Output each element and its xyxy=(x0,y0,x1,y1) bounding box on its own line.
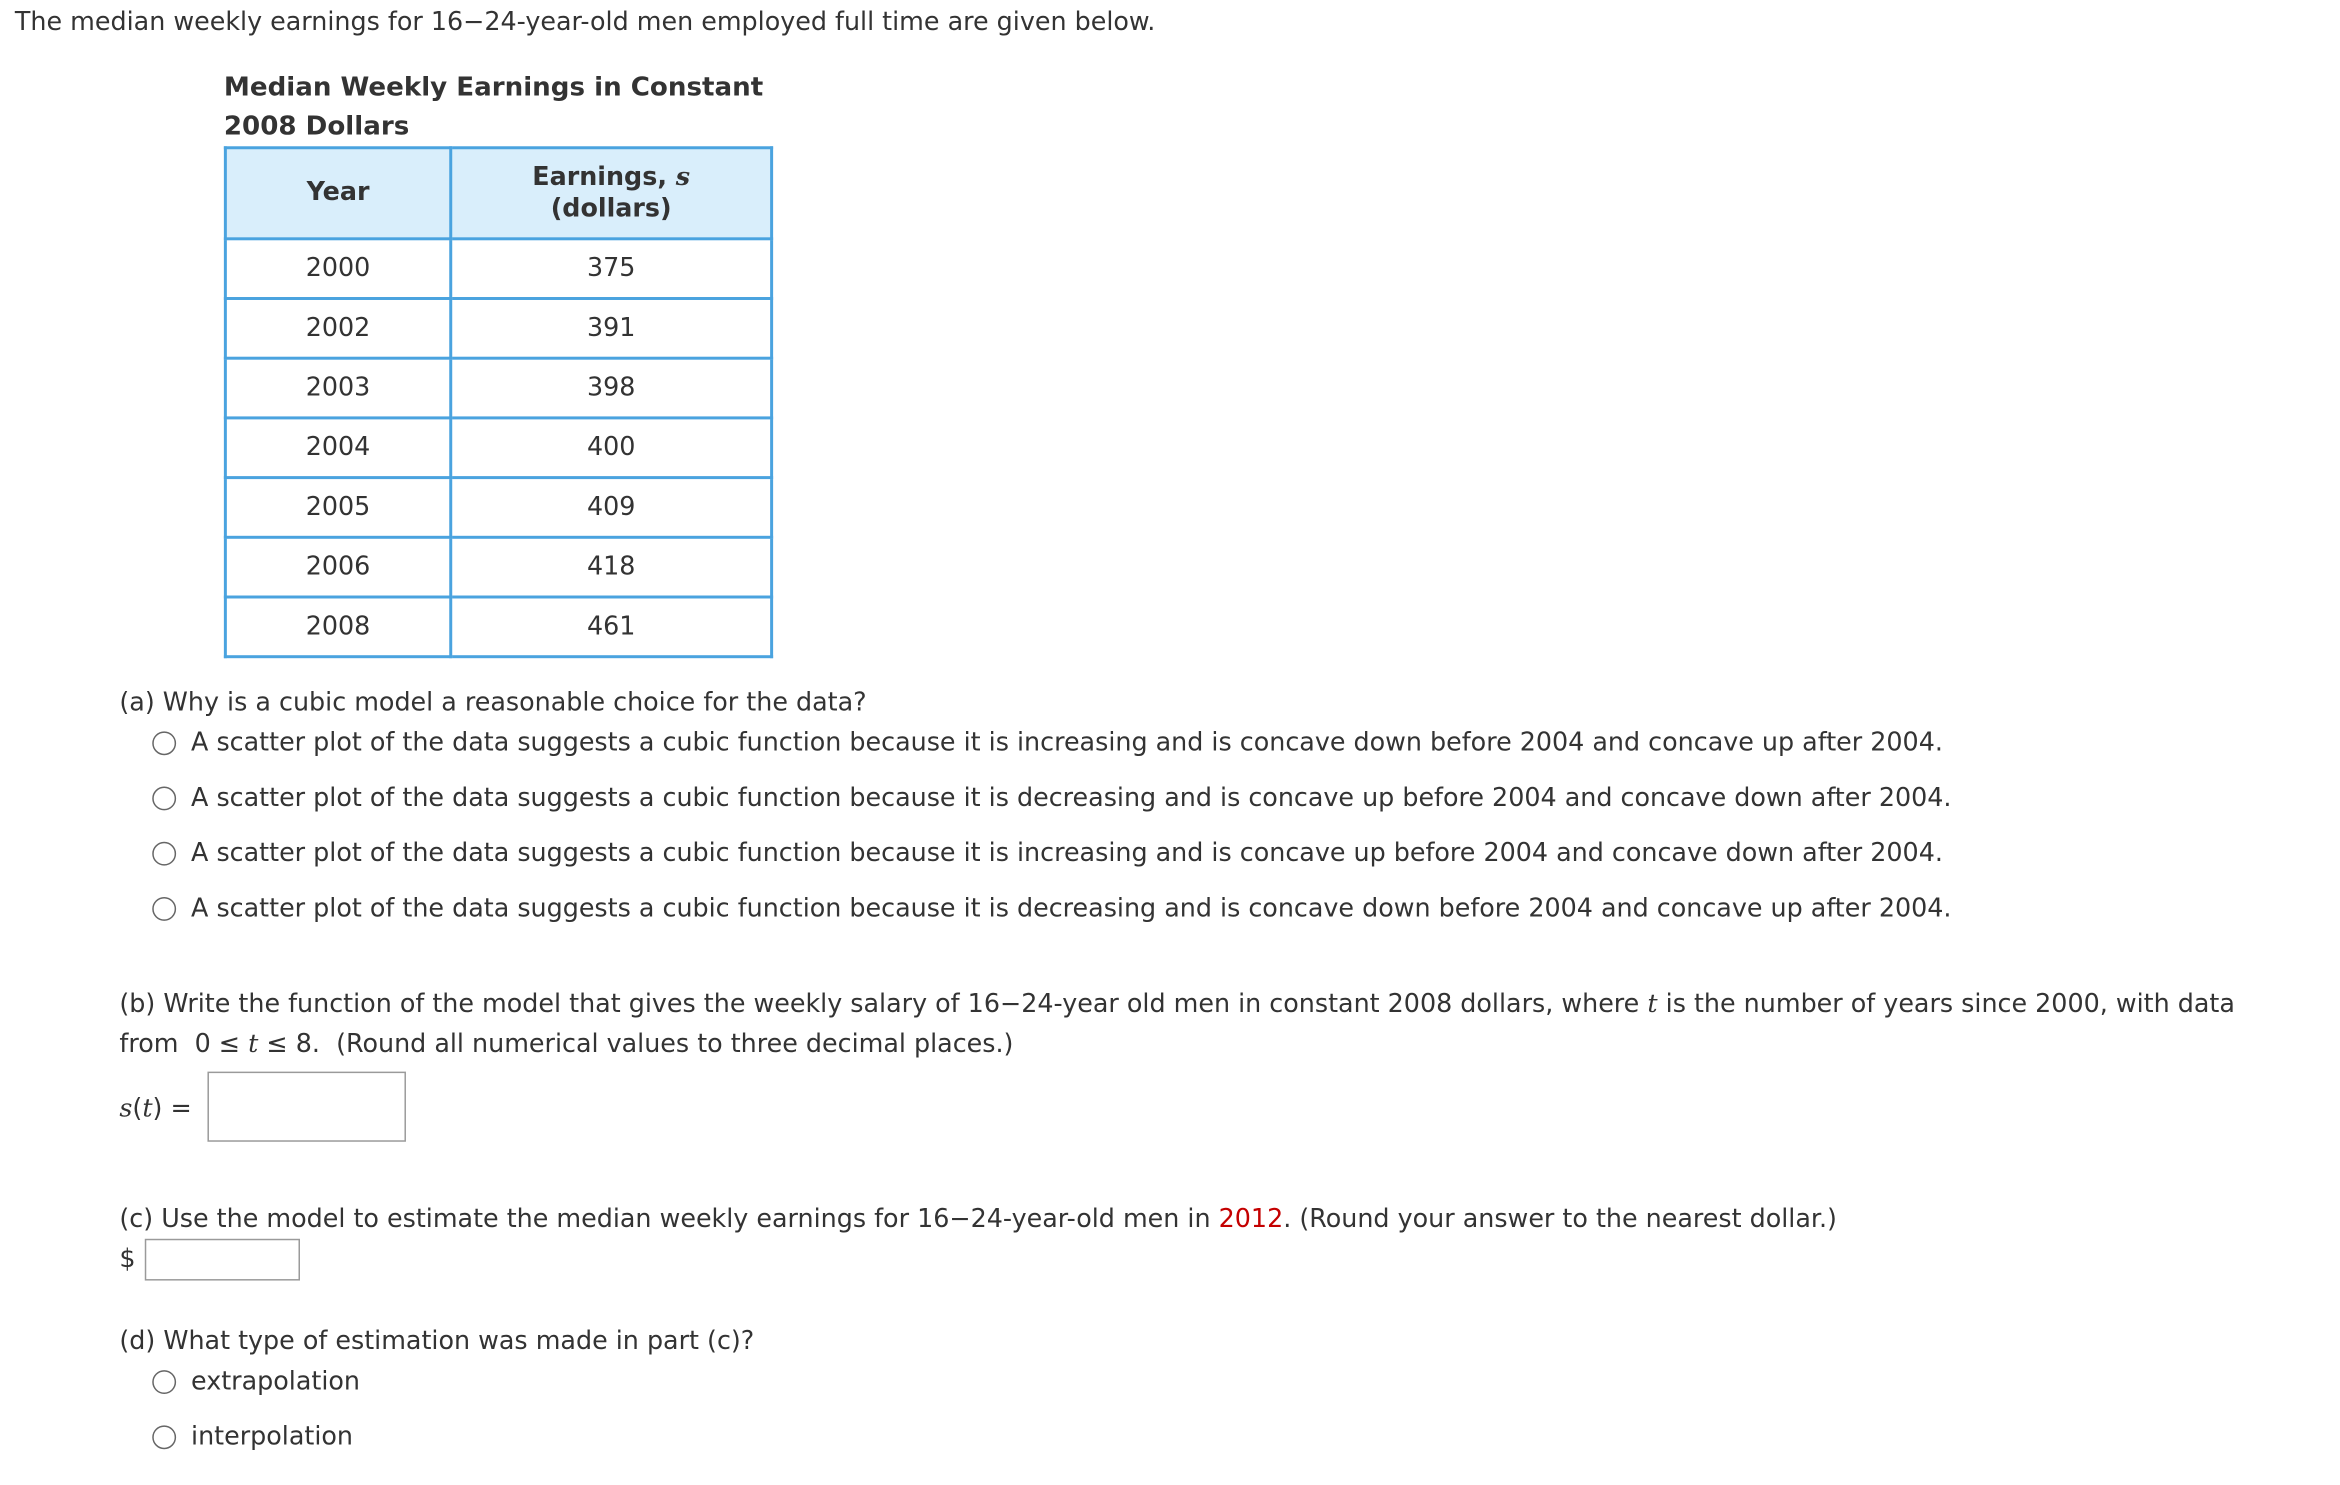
part-a-option-1-label: A scatter plot of the data suggests a cubic function because it is increasing and is concave down before 2004 and concave up after 2004. xyxy=(191,728,1943,759)
radio-button[interactable] xyxy=(152,787,176,811)
cell-year: 2000 xyxy=(225,239,450,299)
part-a-option-2[interactable] xyxy=(152,782,1951,815)
part-d-question: (d) What type of estimation was made in part (c)? xyxy=(119,1326,755,1357)
cell-year: 2004 xyxy=(225,418,450,478)
part-a-option-1[interactable] xyxy=(152,727,1943,760)
table-row xyxy=(225,478,771,538)
table-caption xyxy=(224,69,791,147)
part-d-option-extrapolation[interactable] xyxy=(152,1366,360,1399)
table-header-row xyxy=(225,148,771,239)
table-row xyxy=(225,239,771,299)
cell-year: 2005 xyxy=(225,478,450,538)
function-name: s xyxy=(119,1094,133,1124)
part-b-question-line2 xyxy=(119,1028,1013,1061)
table-row xyxy=(225,358,771,418)
radio-button[interactable] xyxy=(152,842,176,866)
header-year: Year xyxy=(225,148,450,239)
part-b-text-1: (b) Write the function of the model that gives the weekly salary of 16−24-year old men in constant 2008 dollars, where xyxy=(119,989,1648,1020)
part-b-function-label: s(t) = xyxy=(119,1094,192,1124)
cell-year: 2008 xyxy=(225,597,450,657)
cell-earnings: 375 xyxy=(451,239,772,299)
header-earnings-unit: (dollars) xyxy=(550,193,672,224)
part-d-option-1-label: extrapolation xyxy=(191,1367,360,1397)
part-b-var-t2: t xyxy=(248,1029,259,1060)
cell-earnings: 461 xyxy=(451,597,772,657)
part-c-text-2: . (Round your answer to the nearest dollar.) xyxy=(1283,1204,1837,1235)
cell-earnings: 409 xyxy=(451,478,772,538)
part-d-option-interpolation[interactable] xyxy=(152,1421,353,1454)
part-b-var-t: t xyxy=(1647,989,1658,1020)
cell-year: 2006 xyxy=(225,537,450,597)
part-d-option-2-label: interpolation xyxy=(191,1422,353,1453)
part-b-answer-input[interactable] xyxy=(207,1072,406,1142)
part-b-text-2: is the number of years since 2000, with data xyxy=(1657,989,2235,1020)
radio-button[interactable] xyxy=(152,1370,176,1394)
function-arg: t xyxy=(142,1094,153,1124)
cell-earnings: 398 xyxy=(451,358,772,418)
intro-text: The median weekly earnings for 16−24-year-old men employed full time are given below. xyxy=(14,7,1156,38)
cell-earnings: 391 xyxy=(451,299,772,359)
cell-year: 2002 xyxy=(225,299,450,359)
part-b-text-3: from 0 ≤ xyxy=(119,1029,249,1060)
table-row xyxy=(225,537,771,597)
cell-earnings: 418 xyxy=(451,537,772,597)
part-c-answer-input[interactable] xyxy=(145,1239,300,1281)
part-a-option-4-label: A scatter plot of the data suggests a cubic function because it is decreasing and is concave down before 2004 and concave up after 2004. xyxy=(191,894,1952,924)
part-a-option-3-label: A scatter plot of the data suggests a cubic function because it is increasing and is concave up before 2004 and concave down after 2004. xyxy=(191,838,1943,869)
table-caption-line1: Median Weekly Earnings in Constant xyxy=(223,73,764,103)
part-b-text-4: ≤ 8. (Round all numerical values to three decimal places.) xyxy=(258,1029,1014,1060)
earnings-table xyxy=(224,146,773,658)
part-c-question xyxy=(119,1203,1837,1236)
table-row xyxy=(225,299,771,359)
table-row xyxy=(225,597,771,657)
radio-button[interactable] xyxy=(152,897,176,921)
part-b-question-line1 xyxy=(119,988,2235,1021)
cell-year: 2003 xyxy=(225,358,450,418)
header-earnings-label: Earnings, xyxy=(532,161,676,192)
table-caption-line2: 2008 Dollars xyxy=(223,111,410,142)
table-row xyxy=(225,418,771,478)
part-a-question: (a) Why is a cubic model a reasonable choice for the data? xyxy=(119,688,867,718)
part-c-year-highlight: 2012 xyxy=(1218,1204,1284,1235)
header-earnings xyxy=(451,148,772,239)
equals-sign: = xyxy=(162,1094,192,1124)
header-earnings-var: s xyxy=(675,161,691,192)
part-a-option-4[interactable] xyxy=(152,893,1951,926)
part-a-option-2-label: A scatter plot of the data suggests a cubic function because it is decreasing and is concave up before 2004 and concave down after 2004. xyxy=(191,783,1952,814)
currency-symbol: $ xyxy=(119,1244,136,1275)
part-a-option-3[interactable] xyxy=(152,837,1943,870)
part-c-text-1: (c) Use the model to estimate the median weekly earnings for 16−24-year-old men in xyxy=(119,1204,1219,1235)
radio-button[interactable] xyxy=(152,731,176,755)
cell-earnings: 400 xyxy=(451,418,772,478)
radio-button[interactable] xyxy=(152,1425,176,1449)
